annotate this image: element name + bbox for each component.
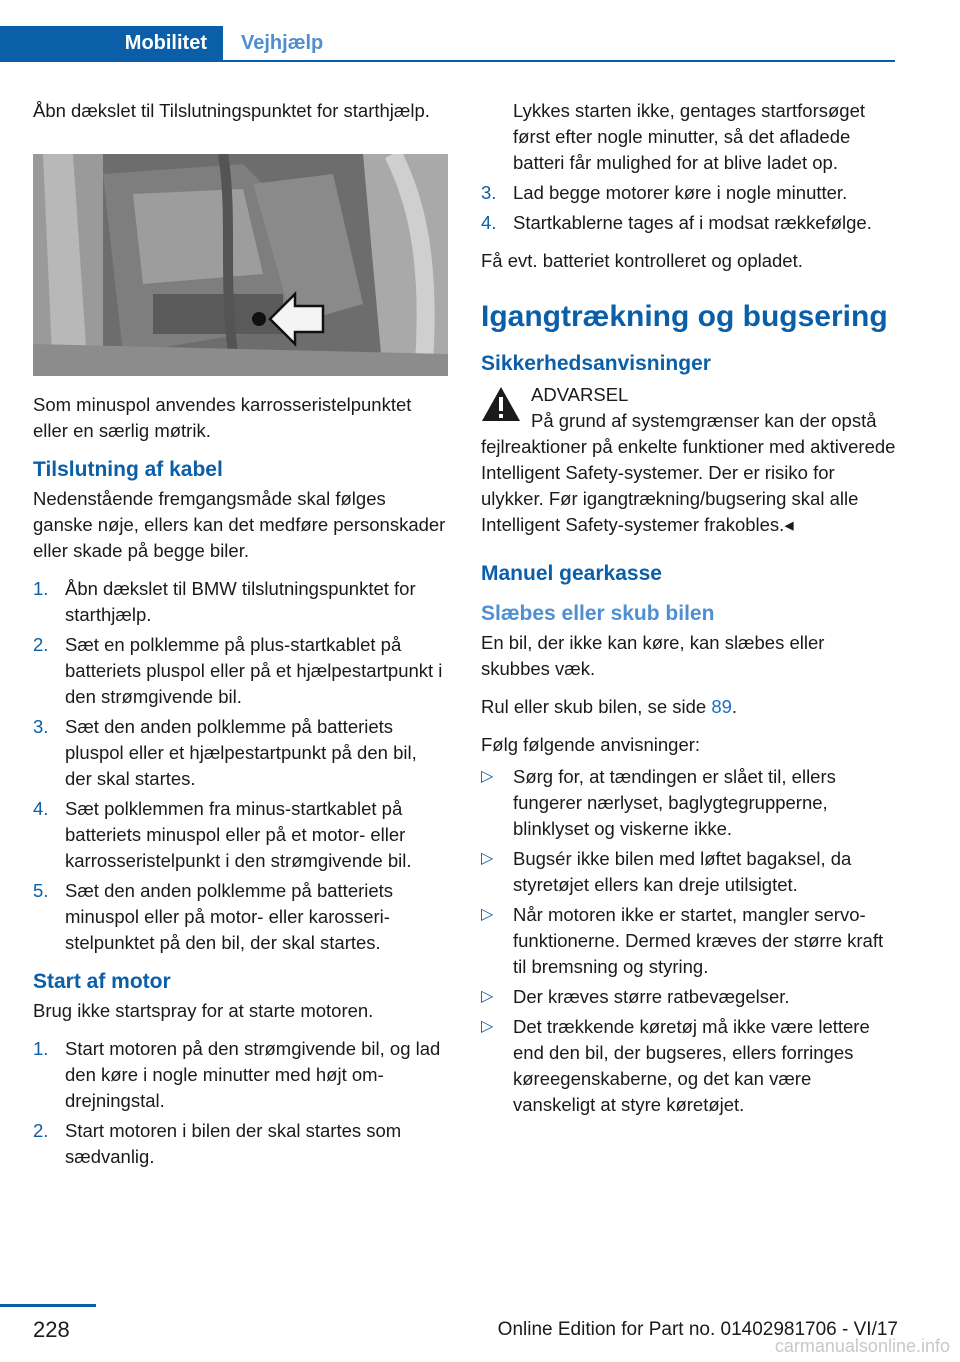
list-item	[33, 1118, 448, 1170]
step-text: Start motoren på den strømgivende bil, og lad den køre i nogle minutter med højt omdrejningstal.	[65, 1038, 441, 1111]
bullet-text: Når motoren ikke er startet, mangler servofunktionerne. Dermed kræves der større kraft til bremsning og styring.	[513, 904, 884, 977]
list-item	[33, 796, 448, 874]
step-text: Sæt en polklemme på plus-startkablet på batteriets pluspol eller på et hjælpestartpunkt i den strømgivende bil.	[65, 634, 443, 707]
battery-check-text: Få evt. batteriet kontrolleret og opladet.	[481, 250, 803, 271]
heading-manuel-gearkasse: Manuel gearkasse	[481, 562, 662, 585]
step-number: 2.	[33, 634, 49, 655]
heading-slaebes: Slæbes eller skub bilen	[481, 602, 715, 625]
heading-sikkerhed: Sikkerhedsanvisninger	[481, 352, 711, 375]
step-number: 3.	[481, 182, 497, 203]
step-text: Sæt den anden polklemme på batteriets minuspol eller på motor- eller karosseristelpunktet på den bil, der skal startes.	[65, 880, 394, 953]
step-text: Lad begge motorer køre i nogle minutter.	[513, 182, 848, 203]
reference-text	[481, 694, 896, 720]
step-number: 4.	[481, 212, 497, 233]
bullet-text: Der kræves større ratbevægelser.	[513, 986, 790, 1007]
watermark: carmanualsonline.info	[774, 1336, 950, 1356]
footer-divider	[0, 1304, 96, 1307]
bullet-text: Sørg for, at tændingen er slået til, ellers fungerer nærlyset, baglygtegrupperne, blinklyset og viskerne ikke.	[513, 766, 836, 839]
reference-prefix: Rul eller skub bilen, se side	[481, 696, 712, 717]
bullet-text: Det trækkende køretøj må ikke være lettere end den bil, der bugseres, ellers forringes køreegenskaberne, og det kan være vanskeligt at styre køretøjet.	[513, 1016, 870, 1115]
step-number: 1.	[33, 578, 49, 599]
page-reference-link[interactable]: 89	[711, 696, 732, 717]
step-number: 1.	[33, 1038, 49, 1059]
tilslutning-intro: Nedenstående fremgangsmåde skal følges ganske nøje, ellers kan det medføre personskader eller skade på begge biler.	[33, 488, 446, 561]
tab-vejhjaelp[interactable]: Vejhjælp	[241, 32, 324, 54]
engine-bay-photo	[33, 154, 448, 376]
warning-triangle-icon	[481, 386, 521, 422]
list-item	[33, 714, 448, 792]
bullet-triangle-icon: ▷	[481, 988, 494, 1005]
left-column	[33, 98, 448, 1182]
list-item	[481, 984, 896, 1010]
tab-divider	[0, 60, 895, 62]
tab-mobilitet[interactable]: Mobilitet	[0, 26, 223, 62]
page-number: 228	[33, 1317, 70, 1342]
warning-label: ADVARSEL	[531, 384, 629, 405]
start-motor-intro: Brug ikke startspray for at starte motoren.	[33, 1000, 374, 1021]
list-item	[33, 632, 448, 710]
header-tabbar	[0, 26, 895, 62]
warning-text: På grund af systemgrænser kan der opstå fejlreaktioner på enkelte funktioner med aktiverede Intelligent Safety-systemer. Der er risiko for ulykker. Før igangtrækning/bugsering skal alle Intelligent Safety-systemer frakobles.◂	[481, 410, 896, 535]
intro-text: Åbn dækslet til Tilslutningspunktet for starthjælp.	[33, 100, 430, 121]
list-item	[481, 764, 896, 842]
heading-tilslutning: Tilslutning af kabel	[33, 458, 223, 481]
step-number: 2.	[33, 1120, 49, 1141]
tow-instructions	[481, 764, 896, 1118]
step-text: Sæt den anden polklemme på batteriets pluspol eller et hjælpestartpunkt på den bil, der skal startes.	[65, 716, 417, 789]
list-item	[33, 1036, 448, 1114]
heading-igangtraekning: Igangtrækning og bugsering	[481, 300, 888, 333]
bullet-triangle-icon: ▷	[481, 850, 494, 867]
step-continuation: Lykkes starten ikke, gentages startforsøget først efter nogle minutter, så det afladede batteri får mulighed for at blive ladet op.	[513, 100, 866, 173]
photo-caption: Som minuspol anvendes karrosseristelpunktet eller en særlig møtrik.	[33, 394, 412, 441]
edition-text: Online Edition for Part no. 01402981706 - VI/17	[497, 1319, 898, 1340]
step-text: Sæt polklemmen fra minus-startkablet på batteriets minuspol eller på et motor- eller karrosseristelpunkt i den strømgivende bil.	[65, 798, 412, 871]
follow-text: Følg følgende anvisninger:	[481, 734, 701, 755]
step-number: 3.	[33, 716, 49, 737]
warning-block	[481, 382, 896, 538]
bullet-triangle-icon: ▷	[481, 906, 494, 923]
list-item	[481, 180, 896, 206]
step-number: 5.	[33, 880, 49, 901]
tilslutning-steps	[33, 576, 448, 956]
step-number: 4.	[33, 798, 49, 819]
heading-start-motor: Start af motor	[33, 970, 171, 993]
list-item	[481, 210, 896, 236]
list-item	[33, 576, 448, 628]
step-text: Startkablerne tages af i modsat rækkefølge.	[513, 212, 872, 233]
start-motor-steps-continued	[481, 180, 896, 236]
right-column	[481, 98, 896, 1130]
bullet-triangle-icon: ▷	[481, 1018, 494, 1035]
list-item	[33, 878, 448, 956]
step-text: Åbn dækslet til BMW tilslutningspunktet for starthjælp.	[65, 578, 416, 625]
reference-suffix: .	[731, 696, 738, 717]
list-item	[481, 846, 896, 898]
tow-text: En bil, der ikke kan køre, kan slæbes eller skubbes væk.	[481, 632, 825, 679]
bullet-text: Bugsér ikke bilen med løftet bagaksel, da styretøjet ellers kan dreje utilsigtet.	[513, 848, 852, 895]
list-item	[481, 1014, 896, 1118]
step-text: Start motoren i bilen der skal startes som sædvanlig.	[65, 1120, 402, 1167]
list-item	[481, 902, 896, 980]
bullet-triangle-icon: ▷	[481, 768, 494, 785]
start-motor-steps	[33, 1036, 448, 1170]
